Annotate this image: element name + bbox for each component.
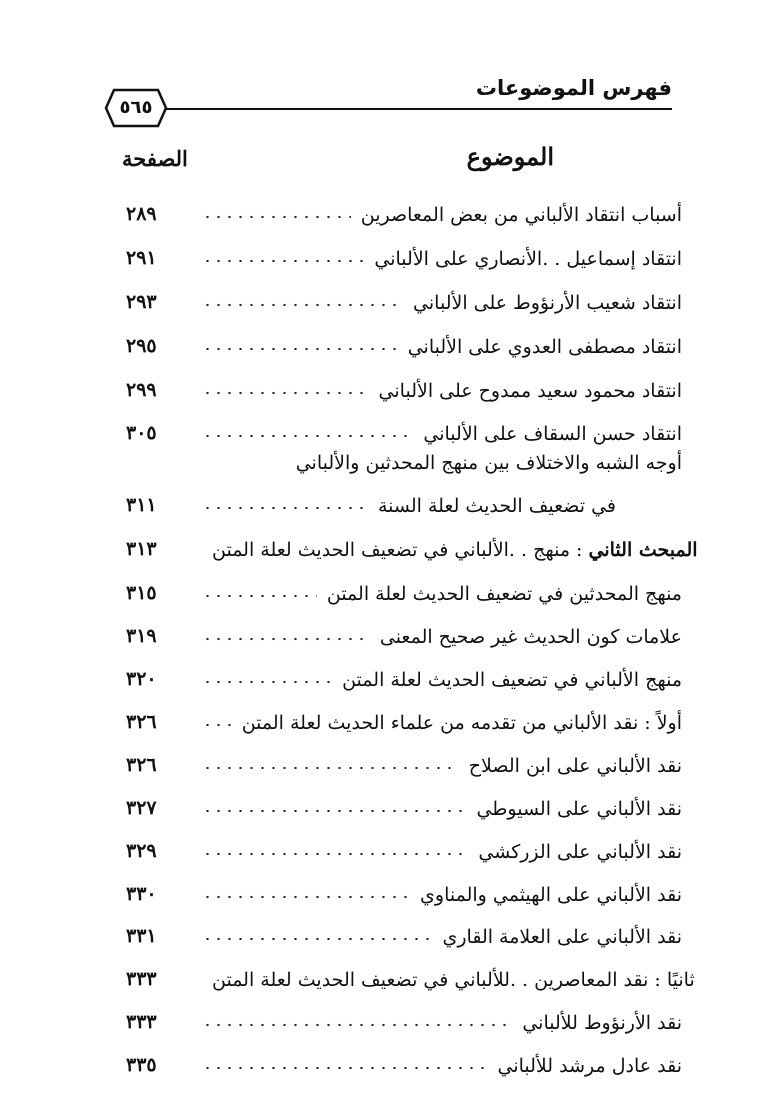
toc-entry-page: ٢٨٩ [126, 203, 157, 225]
toc-entry [126, 1001, 682, 1035]
section-heading: المبحث الثاني [588, 539, 698, 561]
toc-entry-title: نقد الألباني على الهيثمي والمناوي [420, 884, 682, 906]
leader-dots [202, 215, 351, 219]
toc-entry [126, 237, 682, 271]
toc-entry-title: علامات كون الحديث غير صحيح المعنى [379, 626, 682, 648]
leader-dots [202, 766, 459, 770]
leader-dots [202, 391, 369, 395]
toc-entry-page: ٣٣٣ [126, 1011, 157, 1033]
leader-dots [202, 594, 317, 598]
toc-entry-title: انتقاد شعيب الأرنؤوط على الألباني [413, 292, 682, 314]
toc-entry-page: ٣٢٠ [126, 668, 157, 690]
header-title: فهرس الموضوعات [475, 76, 672, 100]
toc-entry-title-line: أوجه الشبه والاختلاف بين منهج المحدثين والألباني [295, 452, 682, 474]
toc-entry [126, 1044, 682, 1078]
toc-entry-title: أسباب انتقاد الألباني من بعض المعاصرين [360, 204, 682, 226]
toc-entry-title: منهج الألباني في تضعيف الحديث لعلة المتن [342, 669, 682, 691]
toc-entry-title: انتقاد حسن السقاف على الألباني [423, 423, 682, 445]
toc-entry-title: نقد الألباني على العلامة القاري [442, 926, 682, 948]
leader-dots [202, 259, 364, 263]
toc-entry-page: ٢٩١ [126, 247, 157, 269]
toc-entry-page: ٣٢٦ [126, 711, 157, 733]
toc-entry [126, 787, 682, 821]
toc-entry [126, 484, 682, 518]
toc-entry [126, 744, 682, 778]
header-rule [160, 108, 672, 110]
leader-dots [202, 852, 468, 856]
page-number-badge [104, 88, 168, 128]
toc-entry-title: نقد الأرنؤوط للألباني [522, 1012, 682, 1034]
toc-entry-page: ٣٣٣ [126, 968, 157, 990]
toc-entry [126, 615, 682, 649]
toc-entry-page: ٢٩٣ [126, 291, 157, 313]
toc-entry-page: ٣٢٧ [126, 797, 157, 819]
toc-entry-title: أولاً : نقد الألباني من تقدمه من علماء الحديث لعلة المتن [241, 712, 682, 734]
toc-entry-title: ثانيًا : نقد المعاصرين . .للألباني في تضعيف الحديث لعلة المتن [212, 969, 695, 991]
column-header-page: الصفحة [122, 146, 188, 171]
toc-entry [126, 915, 682, 949]
toc-entry-page: ٣١١ [126, 494, 157, 516]
toc-entry-page: ٣١٣ [126, 538, 157, 560]
toc-entry [126, 958, 695, 992]
toc-entry-page: ٣٣٥ [126, 1054, 157, 1076]
leader-dots [202, 506, 368, 510]
toc-entry-page: ٢٩٥ [126, 335, 157, 357]
leader-dots [202, 723, 232, 727]
leader-dots [202, 347, 398, 351]
toc-entry-title: انتقاد إسماعيل . .الأنصاري على الألباني [374, 248, 682, 270]
toc-entry-title: انتقاد مصطفى العدوي على الألباني [407, 336, 682, 358]
leader-dots [202, 303, 403, 307]
leader-dots [202, 937, 433, 941]
leader-dots [202, 1023, 512, 1027]
toc-entry [126, 572, 682, 606]
toc-entry-title: نقد الألباني على الزركشي [478, 841, 682, 863]
toc-entry-page: ٣١٥ [126, 582, 157, 604]
leader-dots [202, 809, 466, 813]
leader-dots [202, 895, 410, 899]
toc-entry [126, 658, 682, 692]
toc-entry [126, 412, 682, 446]
toc-entry-title: نقد الألباني على السيوطي [476, 798, 682, 820]
toc-entry-page: ٣٢٦ [126, 754, 157, 776]
toc-entry-title: نقد عادل مرشد للألباني [497, 1055, 682, 1077]
toc-entry-page: ٣٠٥ [126, 422, 157, 444]
leader-dots [202, 1066, 488, 1070]
toc-entry-page: ٣٢٩ [126, 840, 157, 862]
toc-entry [126, 830, 682, 864]
column-header-topic: الموضوع [466, 142, 554, 171]
section-heading-rest: : منهج . .الألباني في تضعيف الحديث لعلة المتن [212, 539, 589, 561]
page-number: ٥٦٥ [119, 97, 153, 118]
toc-entry [126, 369, 682, 403]
toc-entry-page: ٢٩٩ [126, 379, 157, 401]
toc-entry [126, 281, 682, 315]
toc-entry [126, 701, 682, 735]
toc-entry [126, 873, 682, 907]
toc-entry [126, 193, 682, 227]
leader-dots [202, 434, 413, 438]
leader-dots [202, 637, 370, 641]
toc-entry-title: انتقاد محمود سعيد ممدوح على الألباني [378, 380, 682, 402]
toc-entry [126, 325, 682, 359]
toc-entry-page: ٣٣٠ [126, 883, 157, 905]
toc-entry [126, 528, 698, 562]
toc-entry-title [212, 539, 698, 562]
leader-dots [202, 680, 332, 684]
toc-entry-title: في تضعيف الحديث لعلة السنة [377, 495, 616, 517]
toc-entry-title: منهج المحدثين في تضعيف الحديث لعلة المتن [326, 583, 682, 605]
toc-entry-page: ٣١٩ [126, 625, 157, 647]
toc-entry-page: ٣٣١ [126, 925, 157, 947]
toc-entry-title: نقد الألباني على ابن الصلاح [468, 755, 682, 777]
